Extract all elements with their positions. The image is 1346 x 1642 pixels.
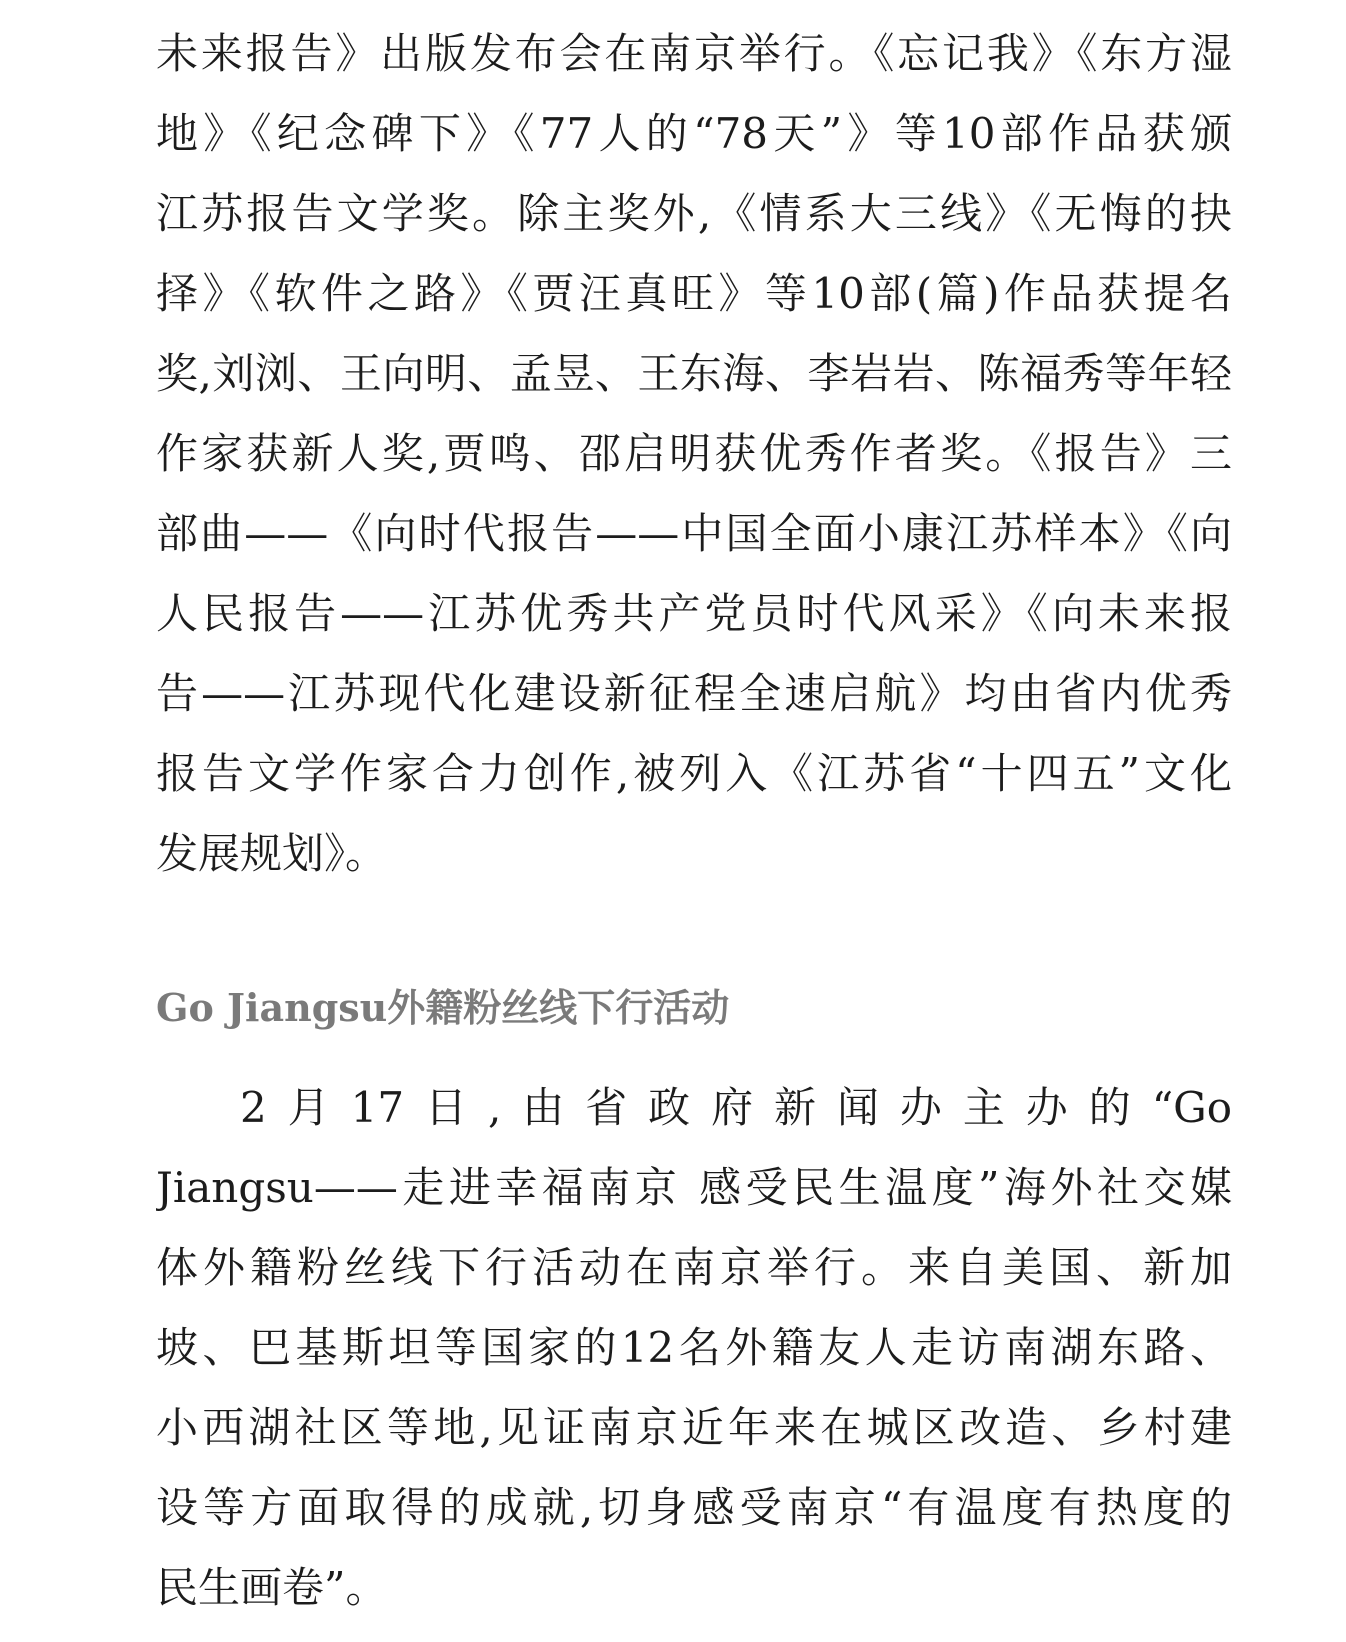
text-line: 择》《软件之路》《贾汪真旺》等10部(篇)作品获提名: [156, 269, 1232, 318]
text-line: 体外籍粉丝线下行活动在南京举行。来自美国、新加: [156, 1243, 1232, 1292]
text-line: 未来报告》出版发布会在南京举行。《忘记我》《东方湿: [156, 29, 1232, 78]
text-line: 江苏报告文学奖。除主奖外,《情系大三线》《无悔的抉: [156, 189, 1232, 238]
section-gap: [156, 894, 1232, 968]
paragraph-report-literature: [156, 14, 1232, 894]
text-line: 发展规划》。: [156, 829, 388, 878]
text-line: Jiangsu——走进幸福南京 感受民生温度”海外社交媒: [156, 1163, 1232, 1212]
text-line: 民生画卷”。: [156, 1563, 388, 1612]
paragraph-go-jiangsu: [156, 1068, 1232, 1628]
text-line: 报告文学作家合力创作,被列入《江苏省“十四五”文化: [156, 749, 1232, 798]
text-line: 人民报告——江苏优秀共产党员时代风采》《向未来报: [156, 589, 1232, 638]
text-line: 告——江苏现代化建设新征程全速启航》均由省内优秀: [156, 669, 1232, 718]
text-line: 小西湖社区等地,见证南京近年来在城区改造、乡村建: [156, 1403, 1232, 1452]
text-line: 奖,刘浏、王向明、孟昱、王东海、李岩岩、陈福秀等年轻: [156, 349, 1232, 398]
section-heading: Go Jiangsu外籍粉丝线下行活动: [156, 985, 730, 1030]
text-line: 部曲——《向时代报告——中国全面小康江苏样本》《向: [156, 509, 1232, 558]
text-line: 地》《纪念碑下》《77人的“78天”》等10部作品获颁: [156, 109, 1232, 158]
text-line: 设等方面取得的成就,切身感受南京“有温度有热度的: [156, 1483, 1232, 1532]
document-page: [156, 14, 1232, 1628]
text-line: 坡、巴基斯坦等国家的12名外籍友人走访南湖东路、: [156, 1323, 1232, 1372]
text-line: 作家获新人奖,贾鸣、邵启明获优秀作者奖。《报告》三: [156, 429, 1232, 478]
text-line: 2月17日,由省政府新闻办主办的“Go: [240, 1083, 1232, 1132]
